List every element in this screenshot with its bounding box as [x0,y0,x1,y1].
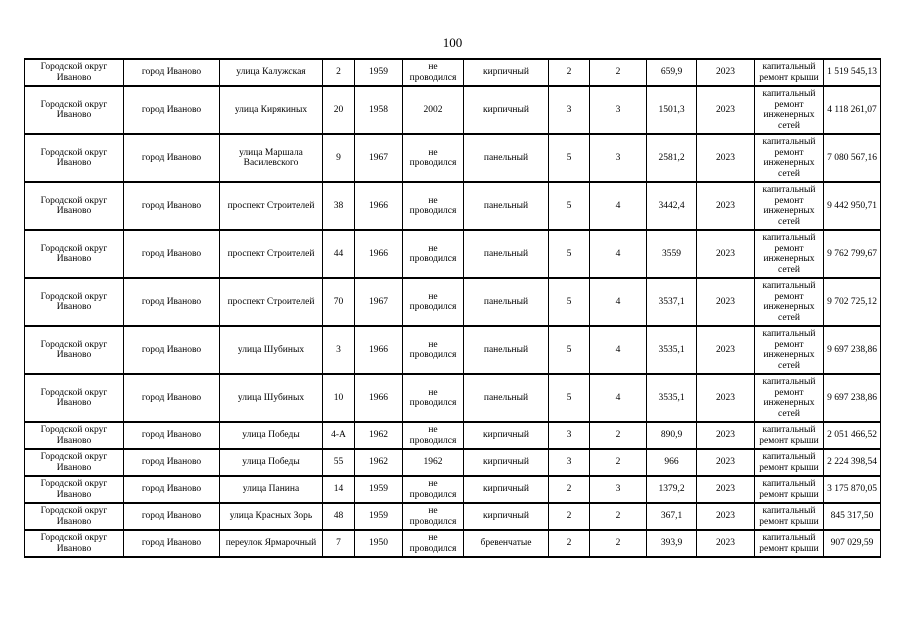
cell-cost_rub: 9 697 238,86 [824,326,881,374]
cell-cost_rub: 1 519 545,13 [824,59,881,86]
cell-floors: 2 [549,503,590,530]
cell-settlement: город Иваново [124,59,220,86]
cell-wall_material: кирпичный [464,59,549,86]
cell-entrances: 2 [590,530,647,557]
table-row [25,59,881,86]
cell-street: улица Победы [220,422,323,449]
cell-municipality: Городской округ Иваново [25,449,124,476]
cell-entrances: 2 [590,449,647,476]
cell-plan_year: 2023 [697,374,755,422]
cell-cost_rub: 2 051 466,52 [824,422,881,449]
cell-entrances: 3 [590,86,647,134]
cell-floors: 3 [549,86,590,134]
cell-build_year: 1959 [355,476,403,503]
cell-entrances: 2 [590,59,647,86]
cell-entrances: 2 [590,422,647,449]
cell-street: улица Маршала Василевского [220,134,323,182]
cell-build_year: 1967 [355,278,403,326]
cell-street: улица Победы [220,449,323,476]
cell-plan_year: 2023 [697,59,755,86]
cell-floors: 5 [549,374,590,422]
cell-street: переулок Ярмарочный [220,530,323,557]
cell-total_area: 3535,1 [647,326,697,374]
cell-cost_rub: 845 317,50 [824,503,881,530]
cell-entrances: 4 [590,374,647,422]
cell-floors: 5 [549,326,590,374]
cell-settlement: город Иваново [124,530,220,557]
cell-house_number: 38 [323,182,355,230]
cell-street: проспект Строителей [220,278,323,326]
cell-plan_year: 2023 [697,86,755,134]
cell-street: улица Шубиных [220,374,323,422]
cell-build_year: 1966 [355,326,403,374]
cell-work_type: капитальный ремонт инженерных сетей [755,278,824,326]
cell-cost_rub: 9 702 725,12 [824,278,881,326]
cell-total_area: 393,9 [647,530,697,557]
cell-municipality: Городской округ Иваново [25,86,124,134]
cell-total_area: 2581,2 [647,134,697,182]
table-body [25,59,881,557]
cell-build_year: 1962 [355,449,403,476]
cell-street: улица Панина [220,476,323,503]
cell-municipality: Городской округ Иваново [25,503,124,530]
cell-floors: 2 [549,59,590,86]
table-row [25,230,881,278]
cell-build_year: 1967 [355,134,403,182]
cell-total_area: 3537,1 [647,278,697,326]
cell-work_type: капитальный ремонт инженерных сетей [755,134,824,182]
cell-municipality: Городской округ Иваново [25,278,124,326]
cell-street: улица Красных Зорь [220,503,323,530]
cell-cost_rub: 9 697 238,86 [824,374,881,422]
cell-settlement: город Иваново [124,503,220,530]
cell-work_type: капитальный ремонт инженерных сетей [755,374,824,422]
cell-entrances: 3 [590,476,647,503]
cell-house_number: 70 [323,278,355,326]
cell-street: улица Кирякиных [220,86,323,134]
table-row [25,449,881,476]
cell-settlement: город Иваново [124,278,220,326]
cell-house_number: 10 [323,374,355,422]
cell-plan_year: 2023 [697,182,755,230]
cell-house_number: 9 [323,134,355,182]
cell-work_type: капитальный ремонт инженерных сетей [755,326,824,374]
cell-entrances: 4 [590,326,647,374]
cell-municipality: Городской округ Иваново [25,422,124,449]
cell-last_overhaul: не проводился [403,476,464,503]
cell-house_number: 3 [323,326,355,374]
cell-plan_year: 2023 [697,278,755,326]
cell-last_overhaul: не проводился [403,59,464,86]
cell-build_year: 1966 [355,374,403,422]
table-row [25,476,881,503]
cell-municipality: Городской округ Иваново [25,530,124,557]
cell-entrances: 4 [590,278,647,326]
cell-entrances: 4 [590,230,647,278]
table-row [25,182,881,230]
cell-municipality: Городской округ Иваново [25,476,124,503]
cell-wall_material: панельный [464,374,549,422]
table-row [25,374,881,422]
cell-wall_material: кирпичный [464,476,549,503]
cell-build_year: 1962 [355,422,403,449]
cell-settlement: город Иваново [124,230,220,278]
cell-wall_material: бревенчатые [464,530,549,557]
cell-total_area: 1379,2 [647,476,697,503]
cell-plan_year: 2023 [697,422,755,449]
cell-work_type: капитальный ремонт крыши [755,476,824,503]
cell-build_year: 1950 [355,530,403,557]
cell-plan_year: 2023 [697,503,755,530]
cell-total_area: 890,9 [647,422,697,449]
cell-house_number: 7 [323,530,355,557]
cell-last_overhaul: не проводился [403,374,464,422]
cell-cost_rub: 9 762 799,67 [824,230,881,278]
cell-wall_material: кирпичный [464,422,549,449]
cell-house_number: 4-А [323,422,355,449]
cell-wall_material: кирпичный [464,449,549,476]
cell-settlement: город Иваново [124,86,220,134]
cell-floors: 5 [549,230,590,278]
cell-last_overhaul: не проводился [403,530,464,557]
table-row [25,530,881,557]
cell-wall_material: панельный [464,230,549,278]
cell-wall_material: кирпичный [464,86,549,134]
cell-entrances: 3 [590,134,647,182]
cell-cost_rub: 7 080 567,16 [824,134,881,182]
cell-work_type: капитальный ремонт крыши [755,530,824,557]
cell-cost_rub: 907 029,59 [824,530,881,557]
cell-work_type: капитальный ремонт крыши [755,59,824,86]
cell-municipality: Городской округ Иваново [25,182,124,230]
cell-street: проспект Строителей [220,230,323,278]
cell-last_overhaul: не проводился [403,230,464,278]
cell-total_area: 3535,1 [647,374,697,422]
cell-last_overhaul: не проводился [403,422,464,449]
cell-total_area: 3559 [647,230,697,278]
table-row [25,278,881,326]
table-row [25,134,881,182]
cell-last_overhaul: не проводился [403,182,464,230]
cell-build_year: 1966 [355,182,403,230]
cell-work_type: капитальный ремонт инженерных сетей [755,230,824,278]
cell-plan_year: 2023 [697,530,755,557]
cell-wall_material: панельный [464,278,549,326]
cell-build_year: 1959 [355,503,403,530]
cell-municipality: Городской округ Иваново [25,59,124,86]
cell-entrances: 4 [590,182,647,230]
cell-work_type: капитальный ремонт крыши [755,422,824,449]
table-row [25,503,881,530]
cell-floors: 2 [549,530,590,557]
cell-municipality: Городской округ Иваново [25,134,124,182]
table-row [25,86,881,134]
cell-floors: 2 [549,476,590,503]
cell-house_number: 44 [323,230,355,278]
cell-wall_material: панельный [464,326,549,374]
cell-last_overhaul: 2002 [403,86,464,134]
cell-entrances: 2 [590,503,647,530]
cell-municipality: Городской округ Иваново [25,326,124,374]
cell-build_year: 1966 [355,230,403,278]
cell-total_area: 3442,4 [647,182,697,230]
cell-settlement: город Иваново [124,134,220,182]
cell-cost_rub: 4 118 261,07 [824,86,881,134]
cell-settlement: город Иваново [124,422,220,449]
cell-settlement: город Иваново [124,374,220,422]
cell-last_overhaul: не проводился [403,278,464,326]
cell-municipality: Городской округ Иваново [25,230,124,278]
capital-repair-table [24,58,881,558]
cell-floors: 5 [549,134,590,182]
table-row [25,422,881,449]
cell-settlement: город Иваново [124,476,220,503]
cell-cost_rub: 2 224 398,54 [824,449,881,476]
cell-floors: 5 [549,278,590,326]
cell-last_overhaul: не проводился [403,326,464,374]
cell-total_area: 966 [647,449,697,476]
cell-house_number: 2 [323,59,355,86]
cell-total_area: 659,9 [647,59,697,86]
cell-house_number: 20 [323,86,355,134]
cell-house_number: 55 [323,449,355,476]
cell-work_type: капитальный ремонт крыши [755,449,824,476]
cell-floors: 5 [549,182,590,230]
cell-plan_year: 2023 [697,449,755,476]
cell-street: улица Шубиных [220,326,323,374]
cell-street: проспект Строителей [220,182,323,230]
table-row [25,326,881,374]
cell-wall_material: кирпичный [464,503,549,530]
cell-plan_year: 2023 [697,476,755,503]
cell-cost_rub: 3 175 870,05 [824,476,881,503]
cell-last_overhaul: не проводился [403,134,464,182]
cell-plan_year: 2023 [697,230,755,278]
cell-wall_material: панельный [464,134,549,182]
cell-build_year: 1959 [355,59,403,86]
cell-wall_material: панельный [464,182,549,230]
cell-settlement: город Иваново [124,449,220,476]
cell-floors: 3 [549,422,590,449]
cell-total_area: 1501,3 [647,86,697,134]
cell-total_area: 367,1 [647,503,697,530]
cell-municipality: Городской округ Иваново [25,374,124,422]
cell-work_type: капитальный ремонт инженерных сетей [755,86,824,134]
page-number: 100 [442,35,463,50]
cell-floors: 3 [549,449,590,476]
cell-work_type: капитальный ремонт крыши [755,503,824,530]
cell-last_overhaul: 1962 [403,449,464,476]
cell-plan_year: 2023 [697,326,755,374]
cell-house_number: 48 [323,503,355,530]
cell-settlement: город Иваново [124,326,220,374]
cell-last_overhaul: не проводился [403,503,464,530]
cell-house_number: 14 [323,476,355,503]
cell-settlement: город Иваново [124,182,220,230]
cell-build_year: 1958 [355,86,403,134]
cell-work_type: капитальный ремонт инженерных сетей [755,182,824,230]
cell-cost_rub: 9 442 950,71 [824,182,881,230]
cell-plan_year: 2023 [697,134,755,182]
cell-street: улица Калужская [220,59,323,86]
